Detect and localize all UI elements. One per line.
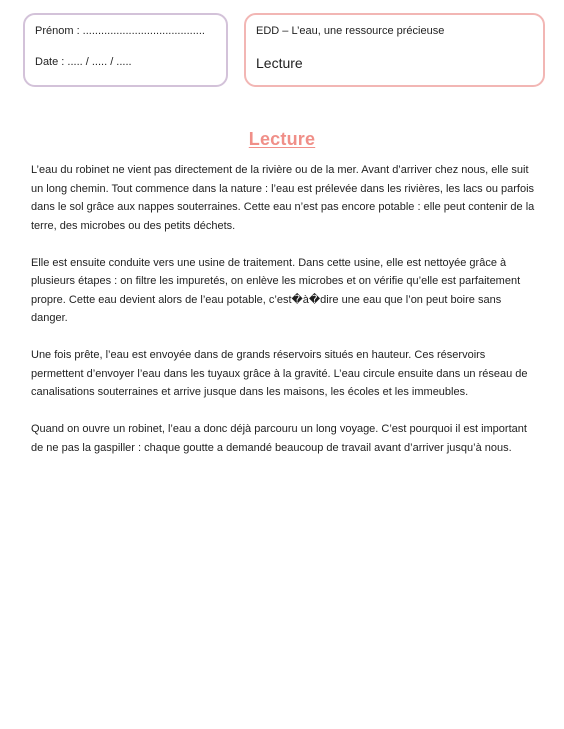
prenom-field: Prénom : ........................................	[35, 25, 205, 37]
paragraph: L’eau du robinet ne vient pas directement de la rivière ou de la mer. Avant d’arriver chez nous, elle suit un long chemin. Tout commence dans la nature : l’eau est prélevée dans les rivières, les lacs ou parfois dans le sol grâce aux nappes souterraines. Cette eau n’est pas encore potable : elle peut contenir de la terre, des microbes ou des petits déchets.	[31, 164, 535, 232]
reading-text	[31, 161, 536, 476]
lesson-type-label: Lecture	[256, 55, 303, 71]
page-title-text: Lecture	[248, 129, 316, 149]
date-field: Date : ..... / ..... / .....	[35, 56, 132, 68]
subject-label: EDD – L’eau, une ressource précieuse	[256, 25, 445, 37]
student-info-box	[23, 13, 228, 87]
lesson-info-box	[244, 13, 545, 87]
paragraph: Quand on ouvre un robinet, l’eau a donc déjà parcouru un long voyage. C’est pourquoi il est important de ne pas la gaspiller : chaque goutte a demandé beaucoup de travail avant d’arriver jusqu’à nous.	[31, 423, 527, 454]
paragraph: Elle est ensuite conduite vers une usine de traitement. Dans cette usine, elle est nettoyée grâce à plusieurs étapes : on filtre les impuretés, on enlève les microbes et on vérifie qu’elle est parfaitement propre. Cette eau devient alors de l’eau potable, c’est�à�dire une eau que l’on peut boire sans danger.	[31, 256, 521, 324]
paragraph: Une fois prête, l’eau est envoyée dans de grands réservoirs situés en hauteur. Ces réservoirs permettent d’envoyer l’eau dans les tuyaux grâce à la gravité. L’eau circule ensuite dans un réseau de canalisations souterraines et arrive jusque dans les maisons, les écoles et les immeubles.	[31, 349, 528, 398]
page-title	[0, 128, 564, 150]
